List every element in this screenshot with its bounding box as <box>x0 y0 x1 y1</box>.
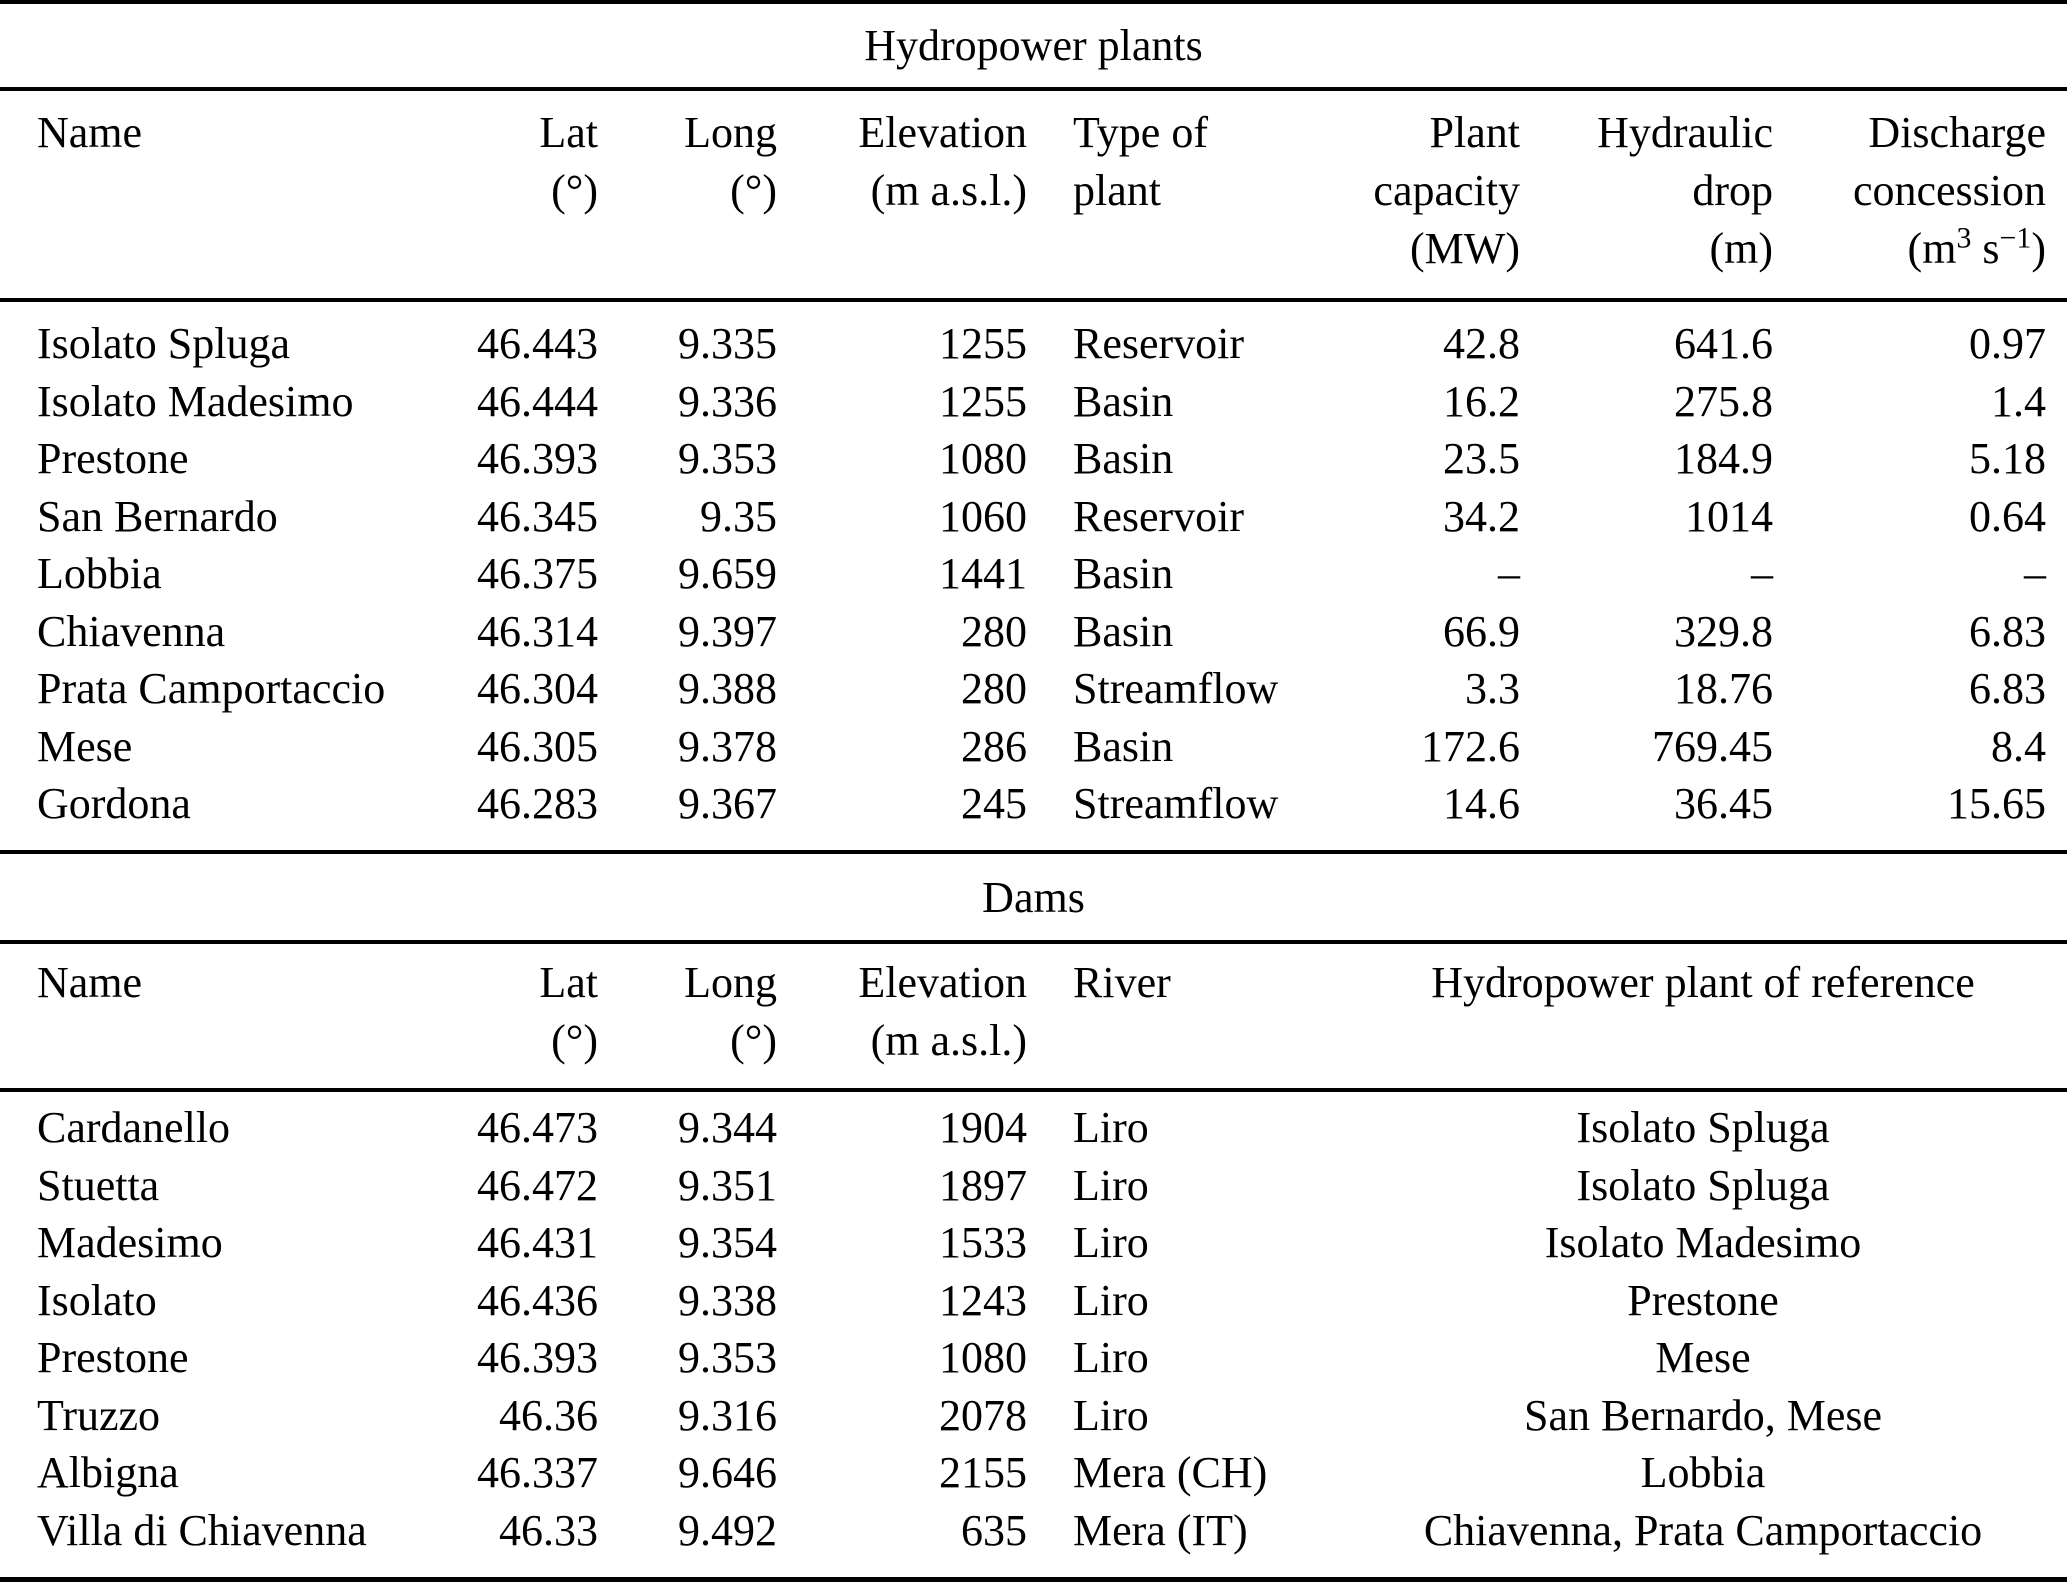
cell-discharge: 6.83 <box>1969 664 2046 713</box>
cell-drop: 1014 <box>1685 491 1773 541</box>
rule-bottom <box>0 1577 2067 1582</box>
cell-elevation: 1897 <box>939 1160 1027 1210</box>
cell-lat: 46.345 <box>477 491 598 541</box>
table-row <box>0 488 2067 546</box>
cell-name: Mese <box>37 721 133 771</box>
cell-lat: 46.472 <box>477 1160 598 1210</box>
cell-discharge: 8.4 <box>1991 721 2046 771</box>
cell-river: Mera (IT) <box>1073 1505 1248 1555</box>
cell-discharge: 1.4 <box>1991 376 2046 426</box>
header-reference-plant: Hydropower plant of reference <box>1431 958 1975 1007</box>
cell-elevation: 280 <box>961 606 1027 656</box>
cell-elevation: 280 <box>961 664 1027 713</box>
cell-lat: 46.444 <box>477 376 598 426</box>
cell-reference: Prestone <box>1627 1275 1779 1325</box>
cell-reference: Isolato Madesimo <box>1544 1218 1862 1267</box>
cell-long: 9.353 <box>678 1333 777 1382</box>
cell-capacity: 34.2 <box>1443 491 1520 541</box>
hydropower-header-row <box>0 91 2067 298</box>
cell-lat: 46.314 <box>477 606 598 656</box>
table-row <box>0 430 2067 488</box>
cell-capacity: 14.6 <box>1443 779 1520 828</box>
cell-drop: 275.8 <box>1674 376 1773 426</box>
cell-elevation: 635 <box>961 1505 1027 1555</box>
header-lat: Lat (°) <box>539 958 598 1065</box>
cell-name: Isolato Madesimo <box>37 376 354 426</box>
cell-discharge: 15.65 <box>1947 779 2046 828</box>
cell-name: Cardanello <box>37 1103 231 1152</box>
cell-lat: 46.436 <box>477 1275 598 1325</box>
cell-discharge: – <box>2024 549 2046 598</box>
table-row <box>0 1329 2067 1387</box>
cell-river: Liro <box>1073 1333 1149 1382</box>
cell-lat: 46.283 <box>477 779 598 828</box>
cell-discharge: 0.64 <box>1969 491 2046 541</box>
table-row <box>0 315 2067 373</box>
cell-elevation: 1255 <box>939 376 1027 426</box>
cell-name: Isolato Spluga <box>37 319 290 368</box>
cell-type: Basin <box>1073 606 1174 656</box>
cell-type: Basin <box>1073 376 1174 426</box>
cell-lat: 46.393 <box>477 1333 598 1382</box>
cell-lat: 46.473 <box>477 1103 598 1152</box>
cell-lat: 46.443 <box>477 319 598 368</box>
header-river: River <box>1073 958 1171 1007</box>
cell-name: Isolato <box>37 1275 157 1325</box>
cell-capacity: 16.2 <box>1443 376 1520 426</box>
cell-name: Lobbia <box>37 549 162 598</box>
cell-long: 9.35 <box>700 491 777 541</box>
cell-capacity: 3.3 <box>1465 664 1520 713</box>
table-row <box>0 603 2067 661</box>
cell-lat: 46.375 <box>477 549 598 598</box>
cell-name: Madesimo <box>37 1218 223 1267</box>
cell-capacity: 172.6 <box>1421 721 1520 771</box>
dams-section-title: Dams <box>982 872 1085 922</box>
cell-name: San Bernardo <box>37 491 278 541</box>
cell-long: 9.351 <box>678 1160 777 1210</box>
cell-elevation: 286 <box>961 721 1027 771</box>
table-row <box>0 1272 2067 1330</box>
table-row <box>0 718 2067 776</box>
cell-type: Reservoir <box>1073 319 1245 368</box>
header-elevation: Elevation (m a.s.l.) <box>858 108 1027 215</box>
cell-long: 9.659 <box>678 549 777 598</box>
cell-long: 9.646 <box>678 1448 777 1497</box>
table-row <box>0 1099 2067 1157</box>
cell-lat: 46.431 <box>477 1218 598 1267</box>
cell-name: Albigna <box>37 1448 179 1497</box>
header-type-of-plant: Type of plant <box>1073 108 1208 215</box>
cell-elevation: 245 <box>961 779 1027 828</box>
cell-river: Liro <box>1073 1103 1149 1152</box>
dams-header-row <box>0 944 2067 1090</box>
dams-header-table <box>0 944 2067 1090</box>
cell-name: Prata Camportaccio <box>37 664 386 713</box>
table-row <box>0 660 2067 718</box>
cell-capacity: 66.9 <box>1443 606 1520 656</box>
cell-name: Gordona <box>37 779 191 828</box>
cell-elevation: 1441 <box>939 549 1027 598</box>
cell-name: Truzzo <box>37 1390 161 1440</box>
cell-long: 9.316 <box>678 1390 777 1440</box>
cell-long: 9.353 <box>678 434 777 483</box>
cell-river: Liro <box>1073 1390 1149 1440</box>
cell-lat: 46.304 <box>477 664 598 713</box>
cell-discharge: 6.83 <box>1969 606 2046 656</box>
cell-lat: 46.393 <box>477 434 598 483</box>
cell-long: 9.344 <box>678 1103 777 1152</box>
hydropower-header-table <box>0 91 2067 298</box>
cell-elevation: 1060 <box>939 491 1027 541</box>
cell-long: 9.354 <box>678 1218 777 1267</box>
table-row <box>0 775 2067 833</box>
cell-elevation: 2078 <box>939 1390 1027 1440</box>
cell-discharge: 0.97 <box>1969 319 2046 368</box>
cell-reference: Mese <box>1655 1333 1751 1382</box>
header-plant-capacity: Plant capacity (MW) <box>1373 108 1520 273</box>
cell-capacity: – <box>1498 549 1520 598</box>
cell-long: 9.388 <box>678 664 777 713</box>
cell-long: 9.367 <box>678 779 777 828</box>
table-row <box>0 1444 2067 1502</box>
table-row <box>0 1214 2067 1272</box>
cell-long: 9.338 <box>678 1275 777 1325</box>
table-row <box>0 1157 2067 1215</box>
cell-long: 9.397 <box>678 606 777 656</box>
cell-lat: 46.33 <box>499 1505 598 1555</box>
table-row <box>0 1502 2067 1560</box>
header-hydraulic-drop: Hydraulic drop (m) <box>1597 108 1773 273</box>
cell-reference: Isolato Spluga <box>1576 1160 1830 1210</box>
cell-type: Reservoir <box>1073 491 1245 541</box>
cell-elevation: 1243 <box>939 1275 1027 1325</box>
cell-elevation: 1255 <box>939 319 1027 368</box>
rule-below-header-1 <box>0 298 2067 302</box>
header-long: Long (°) <box>684 958 777 1065</box>
cell-long: 9.492 <box>678 1505 777 1555</box>
cell-reference: Lobbia <box>1640 1448 1766 1497</box>
cell-drop: 641.6 <box>1674 319 1773 368</box>
table-row <box>0 1387 2067 1445</box>
cell-drop: 329.8 <box>1674 606 1773 656</box>
cell-elevation: 1080 <box>939 434 1027 483</box>
cell-name: Villa di Chiavenna <box>37 1505 367 1555</box>
cell-type: Streamflow <box>1073 664 1279 713</box>
cell-name: Prestone <box>37 1333 189 1382</box>
cell-name: Stuetta <box>37 1160 160 1210</box>
header-long: Long (°) <box>684 108 777 215</box>
cell-elevation: 2155 <box>939 1448 1027 1497</box>
cell-drop: 769.45 <box>1652 721 1773 771</box>
cell-elevation: 1080 <box>939 1333 1027 1382</box>
cell-river: Mera (CH) <box>1073 1448 1268 1497</box>
discharge-unit: ($m^3$ $s^{-1}$) <box>1907 221 2046 273</box>
header-lat: Lat (°) <box>539 108 598 215</box>
cell-type: Basin <box>1073 721 1174 771</box>
cell-drop: 18.76 <box>1674 664 1773 713</box>
header-name: Name <box>37 108 143 157</box>
cell-long: 9.335 <box>678 319 777 368</box>
cell-type: Streamflow <box>1073 779 1279 828</box>
cell-elevation: 1533 <box>939 1218 1027 1267</box>
cell-capacity: 23.5 <box>1443 434 1520 483</box>
cell-drop: – <box>1751 549 1773 598</box>
cell-type: Basin <box>1073 434 1174 483</box>
cell-long: 9.378 <box>678 721 777 771</box>
hydropower-section-title: Hydropower plants <box>864 21 1203 70</box>
cell-river: Liro <box>1073 1218 1149 1267</box>
header-discharge-concession: Discharge concession ($m^3$ $s^{-1}$) <box>1773 91 2067 298</box>
cell-name: Chiavenna <box>37 606 226 656</box>
header-elevation: Elevation (m a.s.l.) <box>858 958 1027 1065</box>
cell-long: 9.336 <box>678 376 777 426</box>
cell-capacity: 42.8 <box>1443 319 1520 368</box>
cell-reference: San Bernardo, Mese <box>1523 1390 1882 1440</box>
cell-lat: 46.337 <box>477 1448 598 1497</box>
cell-discharge: 5.18 <box>1969 434 2046 483</box>
cell-reference: Chiavenna, Prata Camportaccio <box>1423 1505 1983 1555</box>
cell-river: Liro <box>1073 1275 1149 1325</box>
cell-lat: 46.36 <box>499 1390 598 1440</box>
cell-elevation: 1904 <box>939 1103 1027 1152</box>
table-row <box>0 373 2067 431</box>
cell-drop: 184.9 <box>1674 434 1773 483</box>
cell-lat: 46.305 <box>477 721 598 771</box>
cell-name: Prestone <box>37 434 189 483</box>
table-row <box>0 545 2067 603</box>
cell-river: Liro <box>1073 1160 1149 1210</box>
cell-type: Basin <box>1073 549 1174 598</box>
hydropower-table <box>0 315 2067 833</box>
dams-table <box>0 1099 2067 1559</box>
header-name: Name <box>37 958 143 1007</box>
cell-drop: 36.45 <box>1674 779 1773 828</box>
cell-reference: Isolato Spluga <box>1576 1103 1830 1152</box>
